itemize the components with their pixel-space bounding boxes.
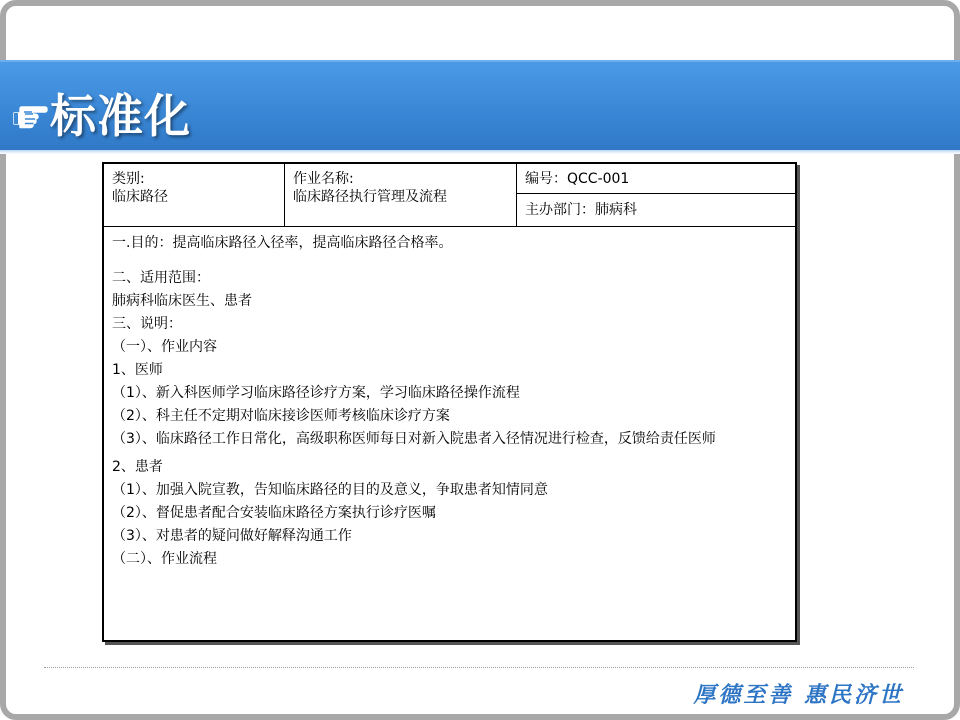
work-name-value: 临床路径执行管理及流程	[293, 189, 447, 205]
body-line: 1、医师	[112, 362, 163, 378]
department-cell: 主办部门：肺病科	[525, 202, 637, 218]
body-line: （二）、作业流程	[112, 551, 217, 567]
pointing-hand-icon	[12, 104, 48, 130]
category-cell	[104, 164, 285, 226]
body-line-blank	[112, 255, 787, 267]
footer-divider	[44, 667, 914, 668]
slide-title: 标准化	[50, 89, 191, 143]
document-table	[102, 162, 797, 642]
document-code: 编号：QCC-001	[517, 164, 795, 194]
body-line: （2）、督促患者配合安装临床路径方案执行诊疗医嘱	[112, 505, 436, 521]
body-line: （2）、科主任不定期对临床接诊医师考核临床诊疗方案	[112, 408, 450, 424]
body-line: （1）、新入科医师学习临床路径诊疗方案，学习临床路径操作流程	[112, 385, 520, 401]
body-line: 一.目的：提高临床路径入径率，提高临床路径合格率。	[112, 235, 453, 251]
table-body	[104, 226, 795, 571]
category-value: 临床路径	[112, 189, 168, 205]
work-name-label: 作业名称:	[293, 171, 354, 187]
body-line: 肺病科临床医生、患者	[112, 293, 252, 309]
body-line: 三、说明：	[112, 316, 182, 332]
title-band-shadow	[0, 150, 960, 154]
body-line: 二、适用范围：	[112, 270, 210, 286]
table-header-row	[104, 164, 795, 227]
footer-motto: 厚德至善 惠民济世	[693, 682, 904, 708]
body-line: 2、患者	[112, 459, 163, 475]
body-line: （1）、加强入院宣教，告知临床路径的目的及意义，争取患者知情同意	[112, 482, 548, 498]
body-line: （3）、对患者的疑问做好解释沟通工作	[112, 528, 352, 544]
category-label: 类别:	[112, 171, 145, 187]
work-name-cell	[285, 164, 517, 226]
body-line: （3）、临床路径工作日常化，高级职称医师每日对新入院患者入径情况进行检查，反馈给责任医师	[112, 431, 716, 447]
body-line: （一）、作业内容	[112, 339, 217, 355]
